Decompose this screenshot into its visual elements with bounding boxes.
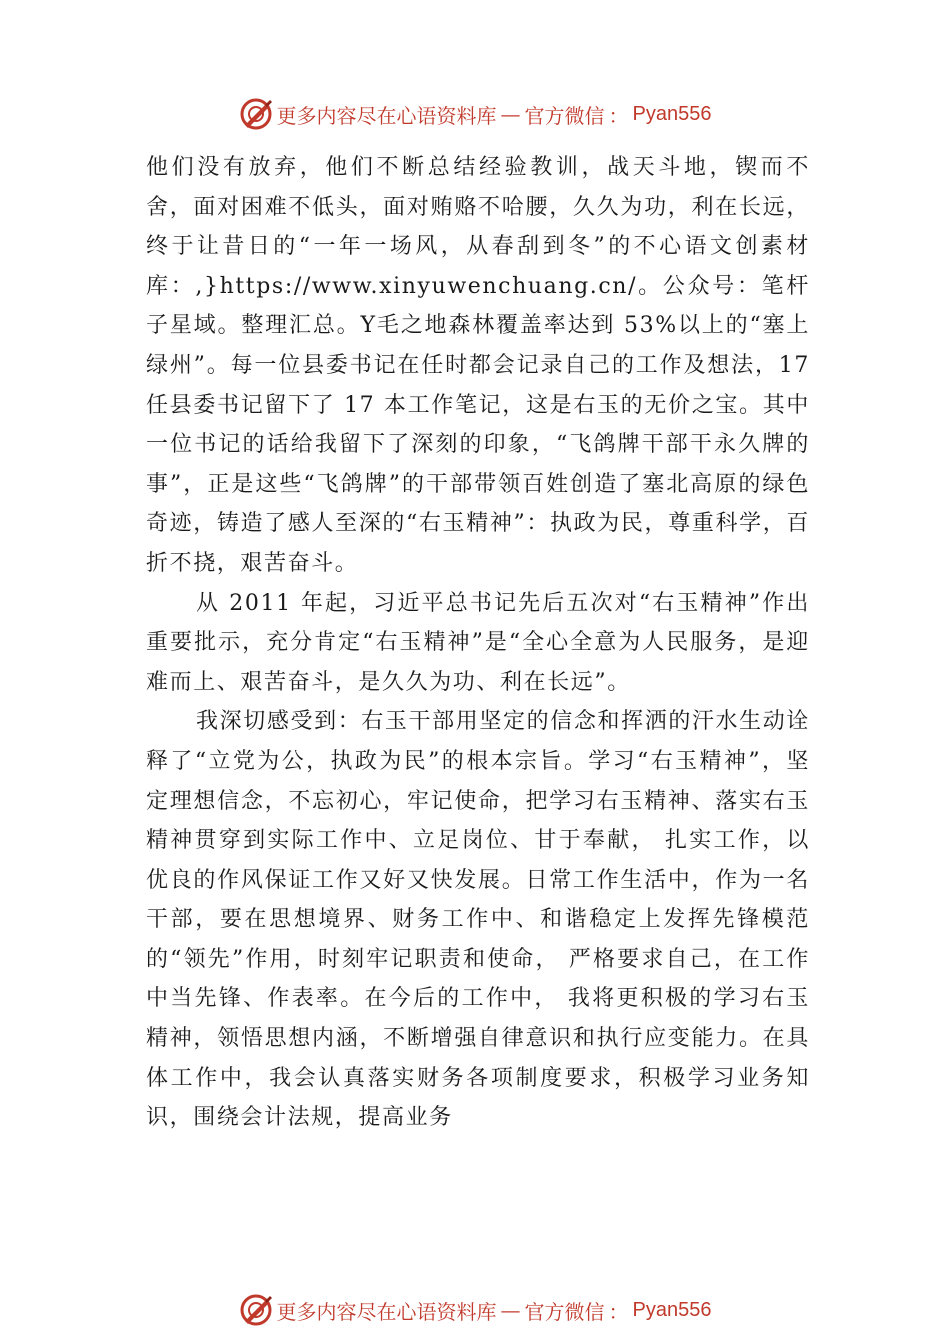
- paragraph-2: 从 2011 年起，习近平总书记先后五次对“右玉精神”作出重要批示，充分肯定“右玉精神”是“全心全意为人民服务，是迎难而上、艰苦奋斗，是久久为功、利在长远”。: [146, 590, 810, 695]
- banner-colon: ：: [608, 103, 629, 128]
- banner-colon: ：: [608, 1299, 629, 1324]
- banner-brand-text: 更多内容尽在心语资料库: [276, 1299, 497, 1324]
- paragraph-1: 他们没有放弃，他们不断总结经验教训，战天斗地，锲而不 舍，面对困难不低头，面对贿赂不哈腰，久久为功，利在长远，终于让昔日的“一年一场风，从春刮到冬”的不心语文创素材库：,}https://www.xinyuwenchuang.cn/。公众号：笔杆子星域。整理汇总。Y毛之地森林覆盖率达到 53%以上的“塞上绿州”。每一位县委书记在任时都会记录自己的工作及想法，17 任县委书记留下了 17 本工作笔记，这是右玉的无价之宝。其中一位书记的话给我留下了深刻的印象，“飞鸽牌干部干永久牌的事”，正是这些“飞鸽牌”的干部带领百姓创造了塞北高原的绿色奇迹，铸造了感人至深的“右玉精神”：执政为民，尊重科学，百折不挠，艰苦奋斗。: [146, 155, 810, 576]
- banner-account: Pyan556: [632, 1298, 712, 1321]
- footer-banner: [0, 1290, 950, 1330]
- banner-separator: —: [500, 1298, 521, 1322]
- paragraph-3: 我深切感受到：右玉干部用坚定的信念和挥洒的汗水生动诠释了“立党为公，执政为民”的根本宗旨。学习“右玉精神”，坚定理想信念，不忘初心，牢记使命，把学习右玉精神、落实右玉精神贯穿到实际工作中、立足岗位、甘于奉献， 扎实工作，以优良的作风保证工作又好又快发展。日常工作生活中，作为一名干部，要在思想境界、财务工作中、和谐稳定上发挥先锋模范的“领先”作用，时刻牢记职责和使命， 严格要求自己，在工作中当先锋、作表率。在今后的工作中， 我将更积极的学习右玉精神，领悟思想内涵，不断增强自律意识和执行应变能力。在具体工作中，我会认真落实财务各项制度要求，积极学习业务知识，围绕会计法规，提高业务: [146, 709, 810, 1131]
- banner-account: Pyan556: [632, 102, 712, 125]
- document-body: [146, 148, 810, 1138]
- brand-logo-icon: [239, 1293, 273, 1327]
- banner-wechat-label: 官方微信: [524, 1299, 605, 1324]
- header-banner: [0, 94, 950, 134]
- banner-wechat-label: 官方微信: [524, 103, 605, 128]
- banner-brand-text: 更多内容尽在心语资料库: [276, 103, 497, 128]
- banner-separator: —: [500, 102, 521, 126]
- brand-logo-icon: [239, 97, 273, 131]
